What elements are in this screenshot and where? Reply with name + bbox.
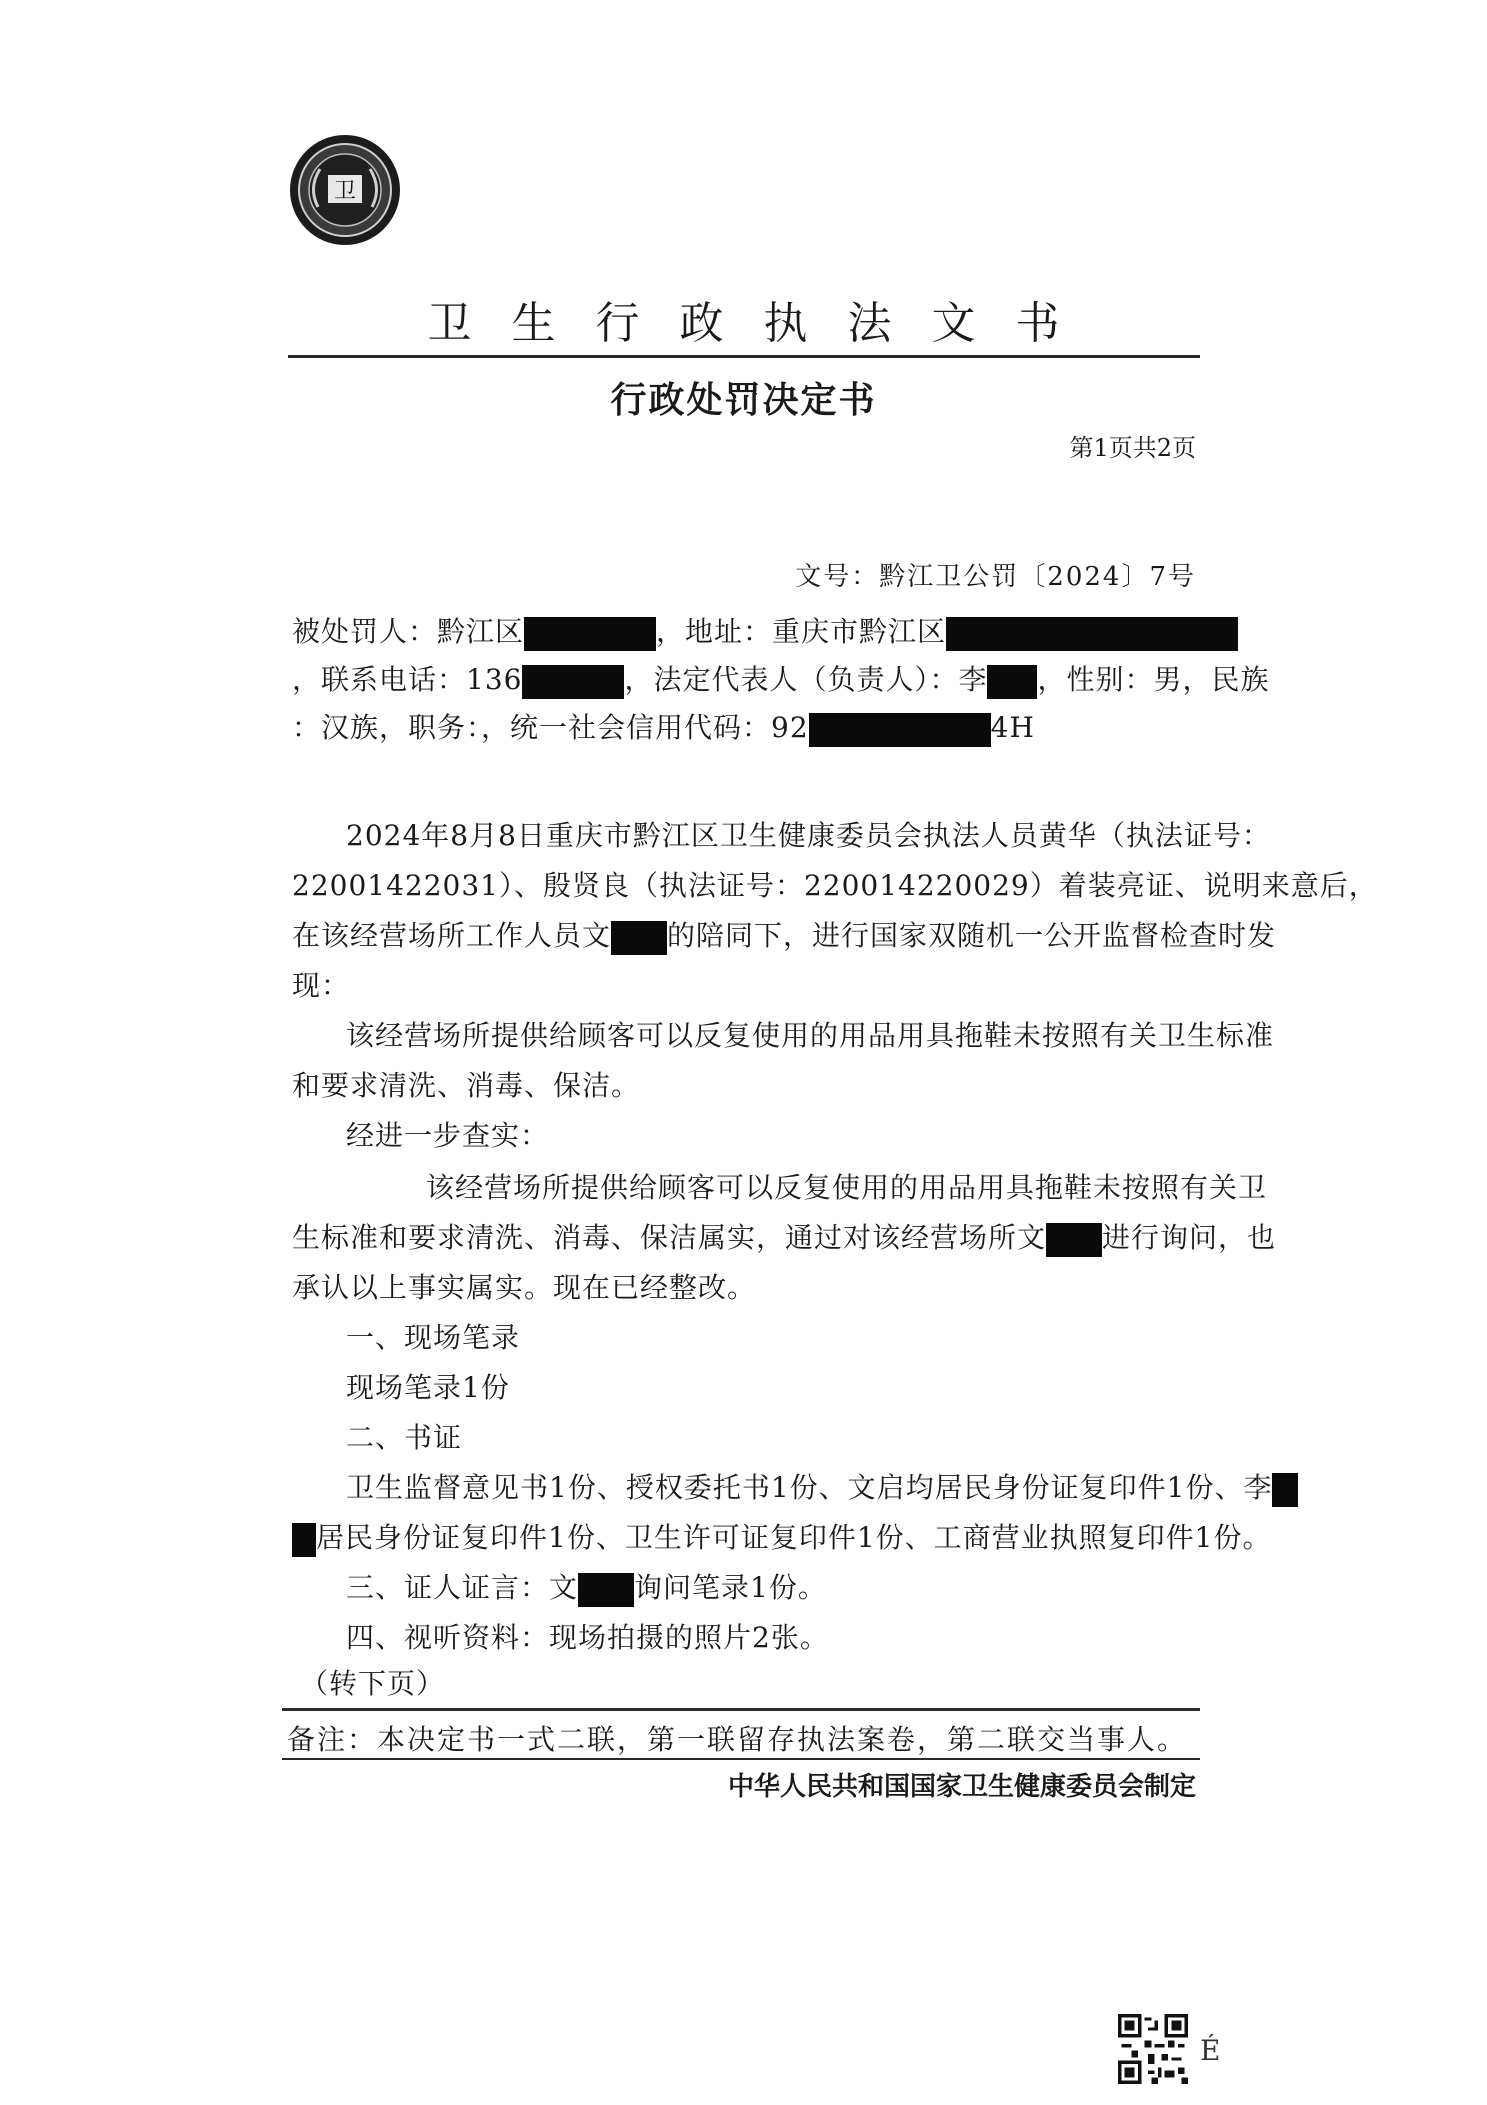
continue-note: （转下页） xyxy=(300,1667,446,1700)
redaction-box xyxy=(987,665,1037,699)
issuer: 中华人民共和国国家卫生健康委员会制定 xyxy=(727,1772,1196,1802)
doc-title: 行政处罚决定书 xyxy=(610,380,877,421)
redaction-box xyxy=(1046,1223,1102,1257)
section-content: 卫生监督意见书1份、授权委托书1份、文启均居民身份证复印件1份、李 xyxy=(346,1468,1298,1508)
paragraph-line: 该经营场所提供给顾客可以反复使用的用品用具拖鞋未按照有关卫生标准 xyxy=(346,1019,1275,1052)
party-line-1: 被处罚人：黔江区 ，地址：重庆市黔江区 xyxy=(292,612,1238,652)
redaction-box xyxy=(292,1523,316,1557)
paragraph-line: 经进一步查实： xyxy=(346,1119,550,1152)
footer-divider-bottom xyxy=(282,1758,1200,1760)
section-content: 三、证人证言：文 询问笔录1份。 xyxy=(346,1568,827,1608)
section-heading: 二、书证 xyxy=(346,1421,463,1454)
section-content: 现场笔录1份 xyxy=(346,1371,510,1404)
paragraph-line: 现： xyxy=(292,969,351,1002)
qr-code-icon xyxy=(1118,2014,1188,2084)
remark: 备注：本决定书一式二联，第一联留存执法案卷，第二联交当事人。 xyxy=(287,1723,1188,1756)
doc-number: 文号：黔江卫公罚〔2024〕7号 xyxy=(795,562,1196,592)
section-content: 四、视听资料：现场拍摄的照片2张。 xyxy=(346,1621,829,1654)
paragraph-line: 生标准和要求清洗、消毒、保洁属实，通过对该经营场所文 进行询问，也 xyxy=(292,1218,1276,1258)
paragraph-line: 在该经营场所工作人员文 的陪同下，进行国家双随机一公开监督检查时发 xyxy=(292,916,1276,956)
paragraph-line: 和要求清洗、消毒、保洁。 xyxy=(292,1069,641,1102)
emblem-character: 卫 xyxy=(333,179,357,204)
paragraph-line: 该经营场所提供给顾客可以反复使用的用品用具拖鞋未按照有关卫 xyxy=(426,1171,1268,1204)
redaction-box xyxy=(524,617,656,651)
redaction-box xyxy=(522,665,624,699)
doc-category: 卫生行政执法文书 xyxy=(427,298,1100,349)
footer-divider-top xyxy=(282,1708,1200,1711)
redaction-box xyxy=(578,1573,634,1607)
party-line-3: ：汉族，职务：，统一社会信用代码：92 4H xyxy=(292,708,1035,748)
paragraph-line: 22001422031）、殷贤良（执法证号：220014220029）着装亮证、说明来意后， xyxy=(292,869,1378,902)
page-indicator: 第1页共2页 xyxy=(1069,434,1196,462)
party-line-2: ，联系电话：136 ，法定代表人（负责人）：李 ，性别：男，民族 xyxy=(292,660,1269,700)
corner-mark: É xyxy=(1200,2034,1221,2067)
paragraph-line: 2024年8月8日重庆市黔江区卫生健康委员会执法人员黄华（执法证号： xyxy=(346,819,1271,852)
emblem-seal xyxy=(288,133,402,247)
redaction-box xyxy=(611,921,667,955)
section-content: 居民身份证复印件1份、卫生许可证复印件1份、工商营业执照复印件1份。 xyxy=(292,1518,1271,1558)
redaction-box xyxy=(1272,1473,1298,1507)
paragraph-line: 承认以上事实属实。现在已经整改。 xyxy=(292,1271,757,1304)
redaction-box xyxy=(946,617,1238,651)
header-divider xyxy=(288,355,1200,358)
section-heading: 一、现场笔录 xyxy=(346,1321,521,1354)
redaction-box xyxy=(809,713,991,747)
